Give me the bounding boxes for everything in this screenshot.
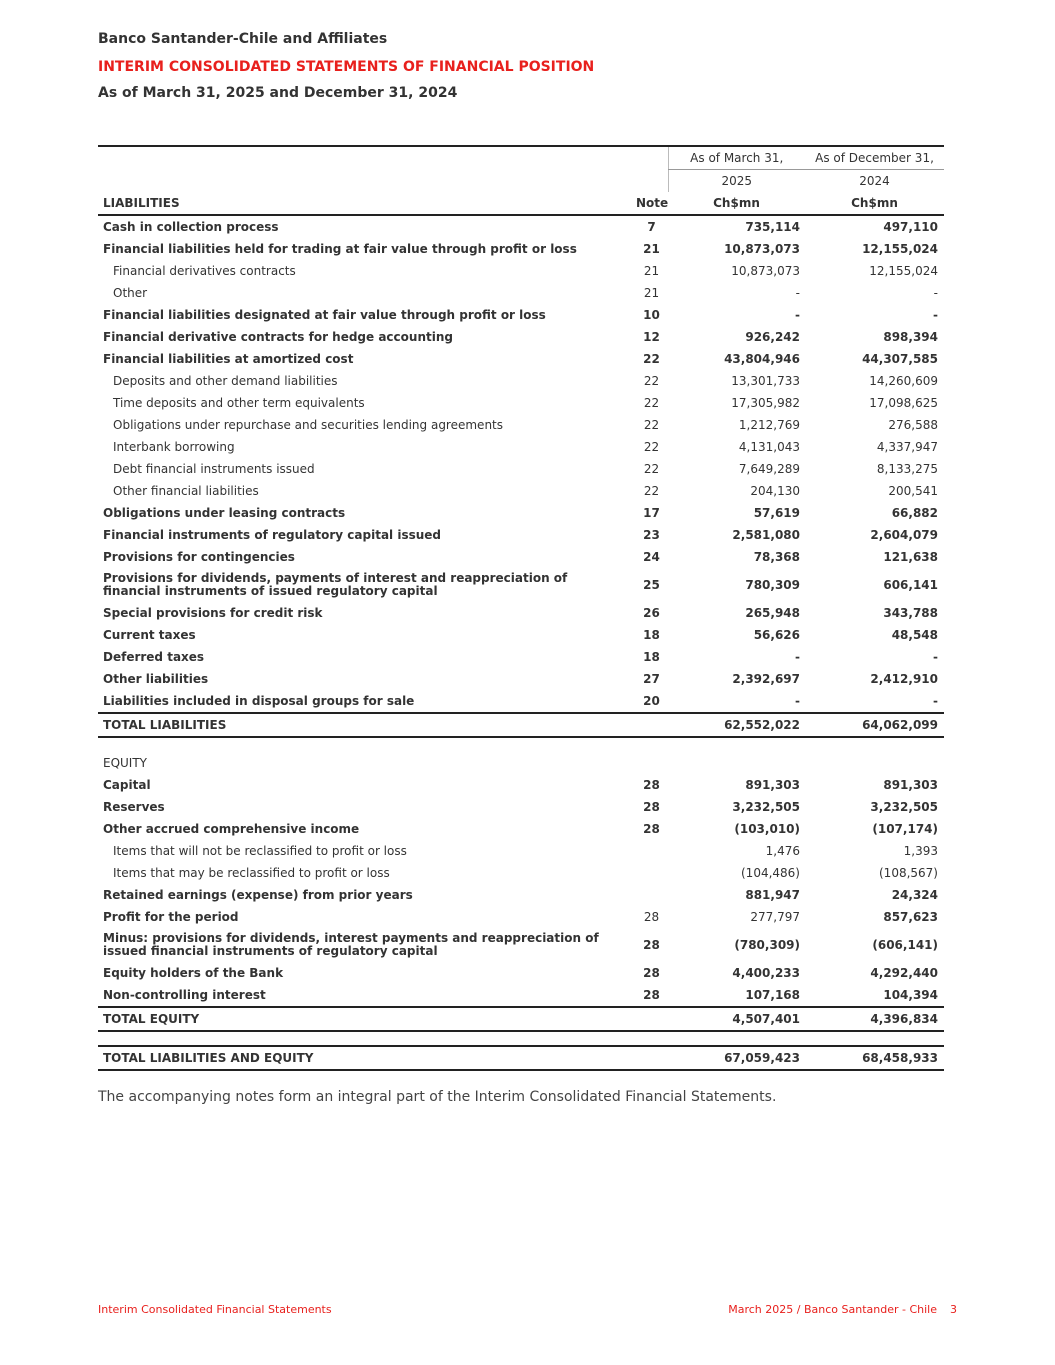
liability-row	[98, 238, 944, 260]
liability-row	[98, 502, 944, 524]
col-2025-period: As of March 31,	[668, 146, 806, 170]
row-value-2024: 17,098,625	[869, 396, 938, 410]
row-label: Deferred taxes	[103, 650, 205, 664]
row-note: 23	[643, 528, 660, 542]
row-note: 20	[643, 694, 660, 708]
row-label: Equity holders of the Bank	[103, 966, 284, 980]
col-2025-year: 2025	[668, 170, 806, 193]
row-value-2025: 13,301,733	[731, 374, 800, 388]
equity-row	[98, 928, 944, 962]
financial-position-table	[98, 145, 944, 1071]
row-note	[618, 840, 668, 862]
liability-row	[98, 480, 944, 502]
row-note: 25	[643, 577, 660, 592]
row-note: 21	[643, 264, 660, 278]
liability-row	[98, 260, 944, 282]
row-value-2025: -	[795, 650, 800, 664]
equity-section-label: EQUITY	[103, 756, 148, 770]
row-label: Provisions for contingencies	[103, 550, 295, 564]
row-value-2024: 12,155,024	[862, 242, 938, 256]
col-2025-unit: Ch$mn	[668, 192, 806, 215]
col-2024-year: 2024	[859, 174, 890, 188]
row-label: Interbank borrowing	[113, 440, 235, 454]
liability-row	[98, 668, 944, 690]
row-value-2024: 14,260,609	[869, 374, 938, 388]
empty-cell	[668, 752, 806, 774]
col-2024-period: As of December 31,	[806, 146, 944, 170]
row-value-2025: 2,581,080	[732, 528, 800, 542]
row-note	[618, 862, 668, 884]
row-note: 28	[643, 822, 660, 836]
row-value-2024: -	[933, 308, 938, 322]
row-value-2025: 926,242	[745, 330, 800, 344]
row-value-2024: 1,393	[903, 844, 938, 858]
row-label: Other liabilities	[103, 672, 209, 686]
note-column-header: Note	[618, 192, 668, 215]
company-name: Banco Santander-Chile and Affiliates	[98, 31, 388, 47]
row-value-2024: 857,623	[883, 910, 938, 924]
row-value-2024: 4,396,834	[806, 1007, 944, 1031]
row-note: 28	[643, 966, 660, 980]
row-value-2024: (108,567)	[879, 866, 938, 880]
row-value-2024: 606,141	[883, 577, 938, 592]
row-value-2024: 24,324	[891, 888, 938, 902]
row-value-2025: 56,626	[753, 628, 800, 642]
equity-row	[98, 906, 944, 928]
row-value-2024: 12,155,024	[869, 264, 938, 278]
row-label: Financial derivative contracts for hedge accounting	[103, 330, 453, 344]
row-note: 22	[643, 396, 660, 410]
row-label: TOTAL LIABILITIES AND EQUITY	[98, 1046, 618, 1070]
liability-row	[98, 282, 944, 304]
row-note: 17	[643, 506, 660, 520]
row-note: 18	[643, 650, 660, 664]
row-note	[618, 1046, 668, 1070]
total-liabilities-equity-row	[98, 1046, 944, 1070]
row-note	[618, 737, 668, 752]
row-label: Debt financial instruments issued	[113, 462, 315, 476]
equity-row	[98, 774, 944, 796]
row-note: 24	[643, 550, 660, 564]
row-note: 22	[643, 418, 660, 432]
row-value-2025: 1,476	[765, 844, 800, 858]
page-number: 3	[950, 1303, 957, 1316]
row-note	[618, 713, 668, 737]
row-label: Reserves	[103, 800, 165, 814]
liability-row	[98, 602, 944, 624]
row-label: Capital	[103, 778, 151, 792]
row-label: Financial liabilities at amortized cost	[103, 352, 354, 366]
row-note: 26	[643, 606, 660, 620]
row-value-2025	[668, 737, 806, 752]
row-value-2025: 107,168	[745, 988, 800, 1002]
row-value-2025: 2,392,697	[732, 672, 800, 686]
liability-row	[98, 370, 944, 392]
row-note: 22	[643, 462, 660, 476]
row-value-2025: 10,873,073	[724, 242, 800, 256]
row-value-2024: -	[933, 650, 938, 664]
row-note	[618, 1007, 668, 1031]
row-note: 7	[647, 220, 656, 234]
row-label: Time deposits and other term equivalents	[113, 396, 365, 410]
liability-row	[98, 436, 944, 458]
row-label: Items that will not be reclassified to profit or loss	[113, 844, 407, 858]
liability-row	[98, 414, 944, 436]
row-value-2025: 735,114	[745, 220, 800, 234]
row-note	[618, 884, 668, 906]
liability-row	[98, 392, 944, 414]
row-label: Financial liabilities designated at fair value through profit or loss	[103, 308, 546, 322]
row-value-2025: 265,948	[745, 606, 800, 620]
footnote: The accompanying notes form an integral part of the Interim Consolidated Financial Statements.	[98, 1089, 777, 1105]
row-value-2025: (104,486)	[741, 866, 800, 880]
row-label: Obligations under repurchase and securities lending agreements	[113, 418, 503, 432]
liability-row	[98, 690, 944, 713]
col-2024-unit: Ch$mn	[806, 192, 944, 215]
row-note: 28	[643, 988, 660, 1002]
row-value-2025: 4,131,043	[738, 440, 800, 454]
liability-row	[98, 546, 944, 568]
equity-section-row	[98, 752, 944, 774]
row-label: Provisions for dividends, payments of interest and reappreciation of financial instruments of issued regulatory capital	[103, 571, 568, 598]
footer-right: March 2025 / Banco Santander - Chile	[728, 1303, 937, 1316]
row-value-2025	[668, 1031, 806, 1046]
row-value-2025: -	[795, 286, 800, 300]
row-value-2025: 204,130	[750, 484, 800, 498]
total-equity-row	[98, 1007, 944, 1031]
row-label: Liabilities included in disposal groups for sale	[103, 694, 415, 708]
liability-row	[98, 458, 944, 480]
liabilities-section-label: LIABILITIES	[98, 192, 618, 215]
row-label: Deposits and other demand liabilities	[113, 374, 338, 388]
row-value-2025: -	[795, 308, 800, 322]
row-label: Cash in collection process	[103, 220, 279, 234]
row-label: Other accrued comprehensive income	[103, 822, 360, 836]
header-row-period	[98, 146, 944, 170]
row-label	[98, 1031, 618, 1046]
row-value-2025: 43,804,946	[724, 352, 800, 366]
row-value-2024: 121,638	[883, 550, 938, 564]
row-value-2025: 891,303	[745, 778, 800, 792]
row-value-2025: (103,010)	[734, 822, 800, 836]
empty-cell	[618, 752, 668, 774]
row-label: TOTAL EQUITY	[98, 1007, 618, 1031]
header-row-year	[98, 170, 944, 193]
row-note: 21	[643, 242, 660, 256]
row-value-2024: 891,303	[883, 778, 938, 792]
row-label: TOTAL LIABILITIES	[98, 713, 618, 737]
row-label: Other	[113, 286, 148, 300]
equity-row	[98, 862, 944, 884]
row-value-2025: 277,797	[750, 910, 800, 924]
liability-row	[98, 524, 944, 546]
row-note: 28	[643, 937, 660, 952]
row-value-2025: -	[795, 694, 800, 708]
row-value-2024: 4,337,947	[876, 440, 938, 454]
row-value-2024: 3,232,505	[870, 800, 938, 814]
row-value-2024: 44,307,585	[862, 352, 938, 366]
row-value-2025: 67,059,423	[668, 1046, 806, 1070]
equity-row	[98, 840, 944, 862]
row-note: 12	[643, 330, 660, 344]
liability-row	[98, 326, 944, 348]
row-value-2025: 62,552,022	[668, 713, 806, 737]
row-value-2024: 4,292,440	[870, 966, 938, 980]
equity-row	[98, 884, 944, 906]
liability-row	[98, 568, 944, 602]
row-value-2025: 881,947	[745, 888, 800, 902]
row-note	[618, 1031, 668, 1046]
row-label: Obligations under leasing contracts	[103, 506, 346, 520]
row-value-2024: 68,458,933	[806, 1046, 944, 1070]
row-value-2024: 343,788	[883, 606, 938, 620]
equity-row	[98, 818, 944, 840]
row-label: Profit for the period	[103, 910, 239, 924]
row-note: 22	[643, 440, 660, 454]
row-note: 22	[643, 484, 660, 498]
row-label: Financial instruments of regulatory capital issued	[103, 528, 441, 542]
row-value-2025: 17,305,982	[731, 396, 800, 410]
row-value-2025: 78,368	[753, 550, 800, 564]
row-value-2024: 66,882	[891, 506, 938, 520]
equity-row	[98, 984, 944, 1007]
row-value-2025: 3,232,505	[732, 800, 800, 814]
row-value-2024: -	[933, 694, 938, 708]
header-row-units	[98, 192, 944, 215]
row-value-2024: -	[933, 286, 938, 300]
liability-row	[98, 646, 944, 668]
row-value-2024: 2,604,079	[870, 528, 938, 542]
row-value-2025: 1,212,769	[738, 418, 800, 432]
row-value-2025: 780,309	[745, 577, 800, 592]
row-label: Minus: provisions for dividends, interest payments and reappreciation of issued financial instruments of regulatory capital	[103, 931, 599, 958]
liability-row	[98, 624, 944, 646]
row-note: 22	[643, 374, 660, 388]
row-value-2025: 57,619	[753, 506, 800, 520]
row-label: Other financial liabilities	[113, 484, 259, 498]
equity-row	[98, 796, 944, 818]
liability-row	[98, 215, 944, 238]
spacer-row	[98, 737, 944, 752]
row-value-2025: (780,309)	[734, 937, 800, 952]
row-value-2024: 497,110	[883, 220, 938, 234]
row-note: 28	[643, 910, 660, 924]
row-note: 28	[643, 778, 660, 792]
row-value-2024: 276,588	[888, 418, 938, 432]
row-label	[98, 737, 618, 752]
row-value-2024: 104,394	[883, 988, 938, 1002]
row-value-2024: 2,412,910	[870, 672, 938, 686]
row-label: Non-controlling interest	[103, 988, 266, 1002]
row-value-2024: 64,062,099	[806, 713, 944, 737]
row-value-2024: 898,394	[883, 330, 938, 344]
statement-title: INTERIM CONSOLIDATED STATEMENTS OF FINANCIAL POSITION	[98, 59, 595, 75]
liability-row	[98, 348, 944, 370]
row-value-2024	[806, 1031, 944, 1046]
row-value-2024: (107,174)	[872, 822, 938, 836]
row-note: 21	[643, 286, 660, 300]
row-value-2024: (606,141)	[872, 937, 938, 952]
row-label: Financial liabilities held for trading at fair value through profit or loss	[103, 242, 577, 256]
row-value-2025: 7,649,289	[738, 462, 800, 476]
total-liabilities-row	[98, 713, 944, 737]
empty-cell	[806, 752, 944, 774]
row-value-2025: 10,873,073	[731, 264, 800, 278]
row-value-2024	[806, 737, 944, 752]
row-label: Special provisions for credit risk	[103, 606, 323, 620]
row-label: Retained earnings (expense) from prior years	[103, 888, 413, 902]
statement-subtitle: As of March 31, 2025 and December 31, 2024	[98, 85, 458, 101]
row-value-2025: 4,507,401	[668, 1007, 806, 1031]
row-value-2024: 8,133,275	[876, 462, 938, 476]
footer-left: Interim Consolidated Financial Statements	[98, 1303, 332, 1316]
row-label: Financial derivatives contracts	[113, 264, 296, 278]
spacer-row	[98, 1031, 944, 1046]
row-note: 10	[643, 308, 660, 322]
row-value-2025: 4,400,233	[732, 966, 800, 980]
row-note: 28	[643, 800, 660, 814]
row-note: 18	[643, 628, 660, 642]
liability-row	[98, 304, 944, 326]
row-label: Current taxes	[103, 628, 196, 642]
row-note: 22	[643, 352, 660, 366]
row-note: 27	[643, 672, 660, 686]
row-value-2024: 48,548	[891, 628, 938, 642]
row-value-2024: 200,541	[888, 484, 938, 498]
equity-row	[98, 962, 944, 984]
row-label: Items that may be reclassified to profit or loss	[113, 866, 390, 880]
